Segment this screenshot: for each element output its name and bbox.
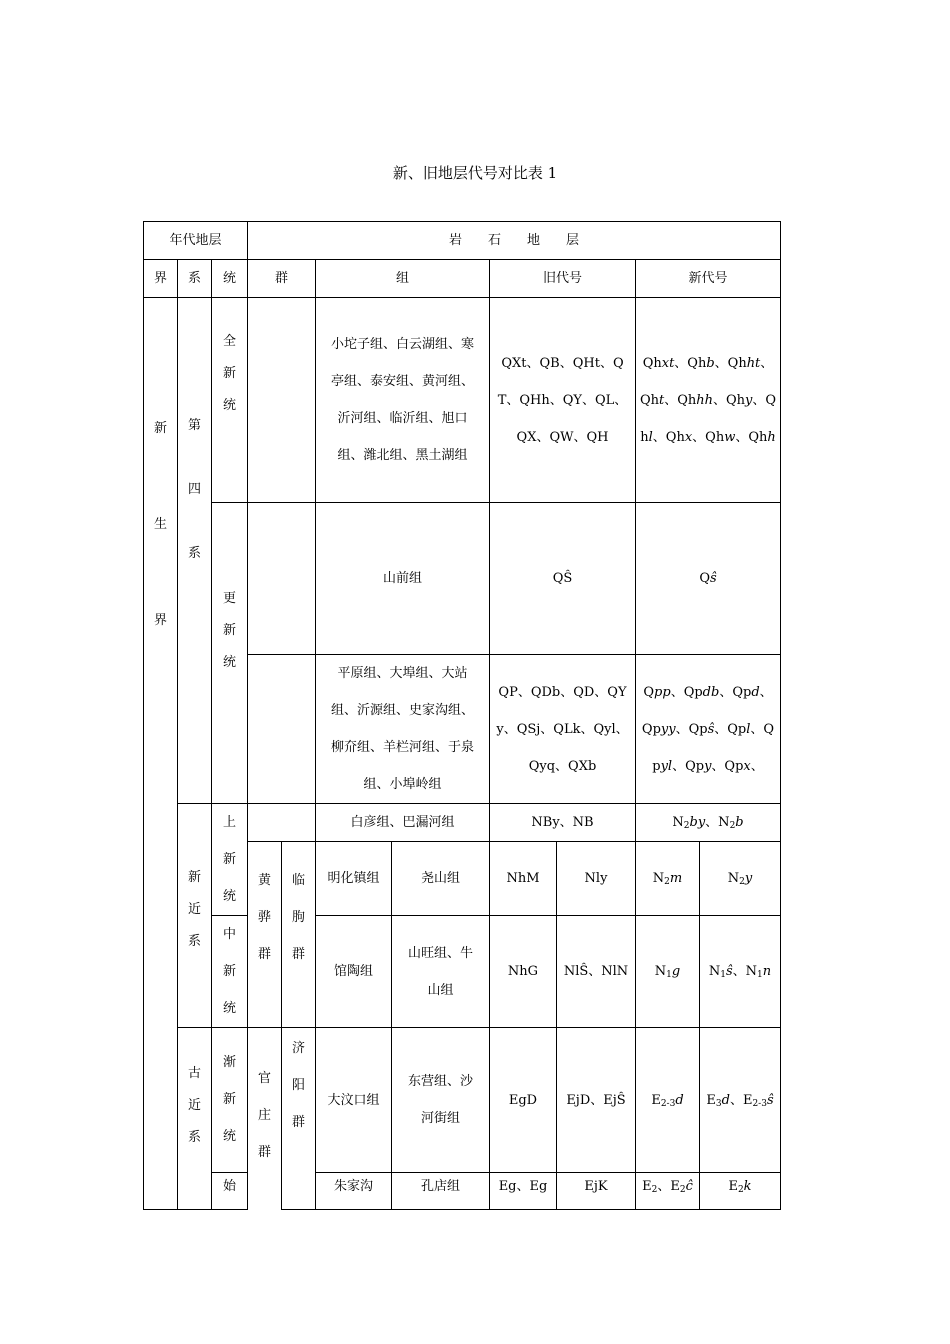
header-litho: 岩 石 地 层	[248, 222, 781, 260]
zhujiagou-new-code: $E_2$、$E_2ĉ$	[636, 1173, 700, 1210]
header-xi: 系	[178, 260, 212, 298]
dongying-new-code: $E_3d$、$E_{2-3}ŝ$	[700, 1028, 781, 1173]
kongdian-new-code: $E_2k$	[700, 1173, 781, 1210]
header-jie: 界	[144, 260, 178, 298]
pliocene-new-codes: $N_2by$、$N_2b$	[636, 804, 781, 842]
shanqian-formation: 山前组	[316, 503, 490, 655]
series-holocene: 全 新 统	[212, 298, 248, 503]
table-row	[144, 503, 781, 655]
header-zu: 组	[316, 260, 490, 298]
header-row-1	[144, 222, 781, 260]
table-row	[144, 1028, 781, 1173]
zhujiagou-old-code: Eg、Eg	[490, 1173, 557, 1210]
group-empty	[248, 503, 316, 655]
dongying-old-code: EjD、EjŜ	[557, 1028, 636, 1173]
strata-comparison-table	[143, 221, 781, 1210]
group-empty	[248, 655, 316, 804]
minghuazhen-old-code: NhM	[490, 842, 557, 916]
table-row	[144, 298, 781, 503]
group-huanghua: 黄 骅 群	[248, 842, 282, 1028]
table-row	[144, 916, 781, 1028]
pleistocene-old-codes: QP、QDb、QD、QYy、QSj、QLk、Qyl、Qyq、QXb	[490, 655, 636, 804]
kongdian-old-code: EjK	[557, 1173, 636, 1210]
series-pliocene: 上 新 统	[212, 804, 248, 916]
yaoshan-old-code: Nly	[557, 842, 636, 916]
yaoshan-formation: 尧山组	[392, 842, 490, 916]
shanwang-new-code: $N_1ŝ$、$N_1n$	[700, 916, 781, 1028]
pliocene-formations: 白彦组、巴漏河组	[316, 804, 490, 842]
holocene-new-codes: Qhxt、Qhb、Qhht、Qht、Qhhh、Qhy、Qhl、Qhx、Qhw、Qhh	[636, 298, 781, 503]
header-row-2	[144, 260, 781, 298]
pleistocene-formations: 平原组、大埠组、大站组、沂源组、史家沟组、柳夼组、羊栏河组、于泉组、小埠岭组	[316, 655, 490, 804]
minghuazhen-formation: 明化镇组	[316, 842, 392, 916]
header-tong: 统	[212, 260, 248, 298]
shanqian-old-code: QŜ	[490, 503, 636, 655]
page-title: 新、旧地层代号对比表 1	[392, 164, 558, 182]
shanwang-old-code: NlŜ、NlN	[557, 916, 636, 1028]
header-qun: 群	[248, 260, 316, 298]
header-old-code: 旧代号	[490, 260, 636, 298]
header-new-code: 新代号	[636, 260, 781, 298]
series-pleistocene: 更 新 统	[212, 503, 248, 804]
group-linqu: 临 朐 群	[282, 842, 316, 1028]
dawenkou-new-code: $E_{2-3}d$	[636, 1028, 700, 1173]
minghuazhen-new-code: $N_2m$	[636, 842, 700, 916]
series-miocene: 中 新 统	[212, 916, 248, 1028]
table-row	[144, 1173, 781, 1210]
header-chrono: 年代地层	[144, 222, 248, 260]
pleistocene-new-codes: Qpp、Qpdb、Qpd、Qpyy、Qpŝ、Qpl、Qpyl、Qpy、Qpx、	[636, 655, 781, 804]
shanqian-new-code: Qŝ	[636, 503, 781, 655]
pliocene-old-codes: NBy、NB	[490, 804, 636, 842]
group-empty	[248, 804, 316, 842]
holocene-old-codes: QXt、QB、QHt、QT、QHh、QY、QL、QX、QW、QH	[490, 298, 636, 503]
table-row	[144, 804, 781, 842]
yaoshan-new-code: $N_2y$	[700, 842, 781, 916]
group-empty	[248, 298, 316, 503]
shanwang-formation: 山旺组、牛山组	[392, 916, 490, 1028]
system-paleogene: 古 近 系	[178, 1028, 212, 1210]
system-quaternary: 第 四 系	[178, 298, 212, 804]
guantao-new-code: $N_1g$	[636, 916, 700, 1028]
group-jiyang: 济 阳 群	[282, 1028, 316, 1210]
group-guanzhuang: 官 庄 群	[248, 1028, 282, 1210]
dawenkou-old-code: EgD	[490, 1028, 557, 1173]
dawenkou-formation: 大汶口组	[316, 1028, 392, 1173]
zhujiagou-formation: 朱家沟	[316, 1173, 392, 1210]
series-oligocene: 渐 新 统	[212, 1028, 248, 1173]
holocene-formations: 小坨子组、白云湖组、寒亭组、泰安组、黄河组、沂河组、临沂组、旭口组、潍北组、黑土湖组	[316, 298, 490, 503]
series-paleocene: 始	[212, 1173, 248, 1210]
guantao-formation: 馆陶组	[316, 916, 392, 1028]
kongdian-formation: 孔店组	[392, 1173, 490, 1210]
guantao-old-code: NhG	[490, 916, 557, 1028]
era-cenozoic: 新 生 界	[144, 298, 178, 1210]
system-neogene: 新 近 系	[178, 804, 212, 1028]
dongying-formation: 东营组、沙河街组	[392, 1028, 490, 1173]
